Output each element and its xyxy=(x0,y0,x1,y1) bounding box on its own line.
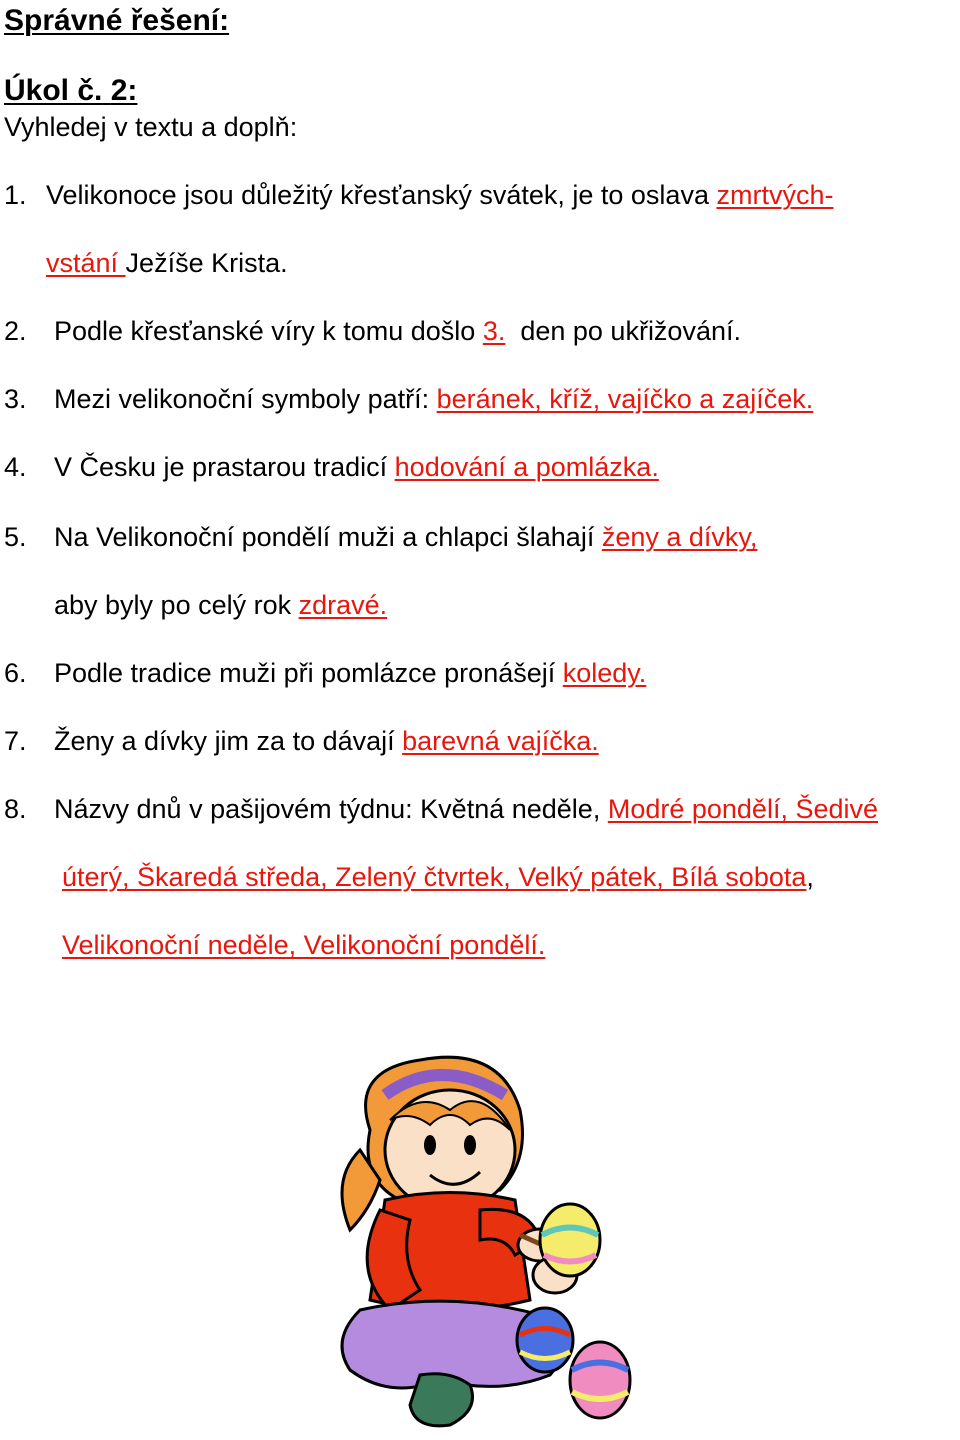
item-number: 8. xyxy=(4,794,27,824)
item-text: Podle křesťanské víry k tomu došlo xyxy=(54,316,483,346)
item-number: 3. xyxy=(4,384,27,414)
item-text: Ježíše Krista. xyxy=(125,248,288,278)
answer-text: barevná vajíčka. xyxy=(402,726,599,756)
instruction: Vyhledej v textu a doplň: xyxy=(4,112,298,142)
item-text: Podle tradice muži při pomlázce pronášejí xyxy=(54,658,563,688)
answer-text: vstání xyxy=(46,248,126,278)
item-text: Na Velikonoční pondělí muži a chlapci šlahají xyxy=(54,522,602,552)
answer-text: Modré pondělí, Šedivé xyxy=(607,794,878,824)
item-line xyxy=(46,248,288,279)
item-line xyxy=(54,658,646,689)
item-text: Velikonoce jsou důležitý křesťanský svátek, je to oslava xyxy=(46,180,717,210)
answer-text: zdravé. xyxy=(298,590,388,620)
item-text: Mezi velikonoční symboly patří: xyxy=(54,384,437,414)
item-number: 5. xyxy=(4,522,27,552)
item-line xyxy=(54,316,741,347)
task-label: Úkol č. xyxy=(4,74,103,107)
item-number: 4. xyxy=(4,452,27,482)
item-line xyxy=(62,862,814,893)
item-text: aby byly po celý rok xyxy=(54,590,299,620)
item-number: 1. xyxy=(4,180,27,210)
item-line xyxy=(46,180,833,211)
item-line xyxy=(54,522,757,553)
item-line xyxy=(54,794,878,825)
answer-text: hodování a pomlázka. xyxy=(394,452,659,482)
item-line xyxy=(54,452,659,483)
item-text: den po ukřižování. xyxy=(505,316,741,346)
task-number: 2: xyxy=(110,74,138,107)
item-number: 2. xyxy=(4,316,27,346)
answer-text: beránek, kříž, vajíčko a zajíček. xyxy=(436,384,814,414)
item-line xyxy=(54,726,599,757)
item-text: Ženy a dívky jim za to dávají xyxy=(54,726,403,756)
answer-text: koledy. xyxy=(562,658,647,688)
answer-text: zmrtvých- xyxy=(716,180,834,210)
item-text: , xyxy=(806,862,814,892)
item-line xyxy=(54,590,387,621)
item-text: V Česku je prastarou tradicí xyxy=(54,452,395,482)
answer-text: 3. xyxy=(482,316,506,346)
task-heading xyxy=(4,74,137,108)
item-text: Názvy dnů v pašijovém týdnu: Květná neděle, xyxy=(54,794,608,824)
answer-text: ženy a dívky, xyxy=(601,522,758,552)
item-line xyxy=(62,930,545,961)
page-title: Správné řešení: xyxy=(4,4,230,37)
answer-text: úterý, Škaredá středa, Zelený čtvrtek, Velký pátek, Bílá sobota xyxy=(62,862,807,892)
item-line xyxy=(54,384,813,415)
item-number: 7. xyxy=(4,726,27,756)
girl-painting-easter-eggs-icon xyxy=(330,1040,660,1435)
answer-text: Velikonoční neděle, Velikonoční pondělí. xyxy=(62,930,546,960)
item-number: 6. xyxy=(4,658,27,688)
